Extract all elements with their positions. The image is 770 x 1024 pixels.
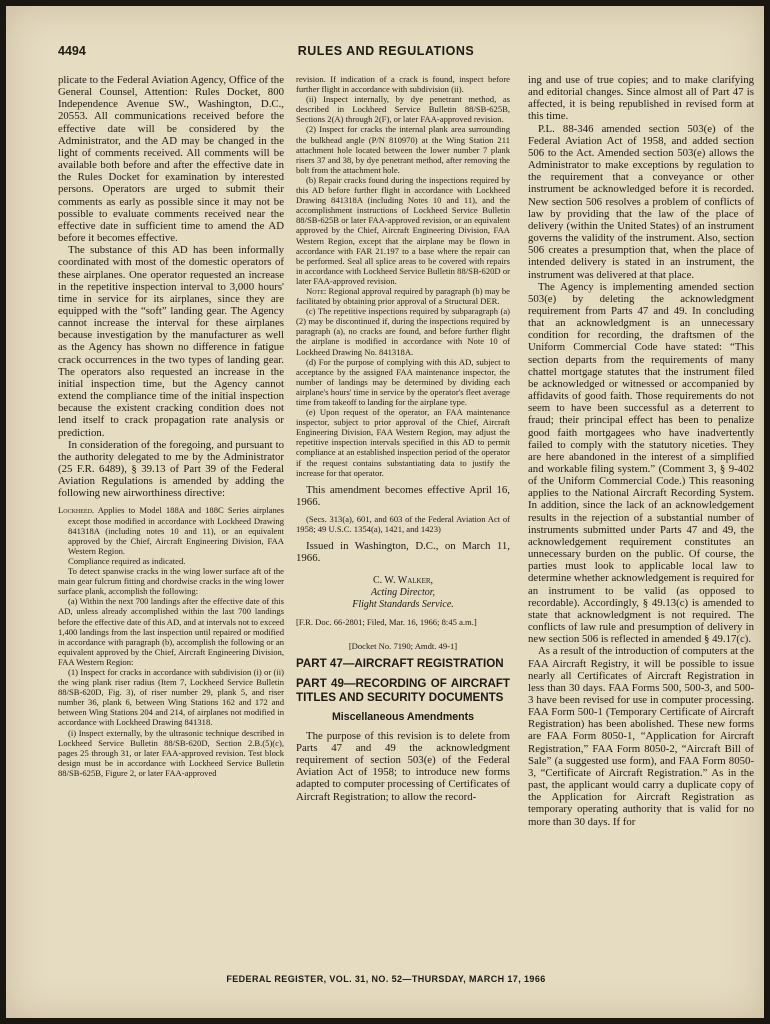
running-title: RULES AND REGULATIONS <box>297 44 475 58</box>
ad-paragraph: (ii) Inspect internally, by dye penetrant method, as described in Lockheed Service Bulletin 88/SB-625B, Sections 2(A) through 2(F), or later FAA-approved revision. <box>296 94 510 125</box>
ad-paragraph: Compliance required as indicated. <box>68 555 186 566</box>
ad-paragraph: (i) Inspect externally, by the ultrasonic technique described in Lockheed Service Bulletin 88/SB-620D, Section 2.B.(5)(c), pages 25 through 31, or later FAA-approved revision. Test block design must be in accordance with Lockheed Service Bulletin 88/SB-625B, Figure 2, or later FAA-approved <box>58 727 284 778</box>
note-text: Regional approval required by paragraph (b) may be facilitated by obtaining prior approval of a Structural DER. <box>296 285 510 307</box>
paragraph: The Agency is implementing amended section 503(e) by deleting the acknowledgment requirement from Parts 47 and 49. In concluding that an acknowledgment is an unnecessary condition for recording, the draftsmen of the Uniform Commercial Code have stated: “This section departs from the requirements of many chattel mortgage statutes that the instrument filed be acknowledged or witnessed or accompanied by affidavits of good faith. Those requirements do not seem to have been successful as a deterrent to fraud; their principal effect has been to penalize good faith mortgagees who have inadvertently failed to comply with the statutory niceties. They are here abandoned in the interest of a simplified and workable filing system.” (Comment 3, § 9-402 of the Uniform Commercial Code.) This reasoning applies to the National Aircraft Recording System. In addition, since the lack of an acknowledgement results in the rejection of a substantial number of instruments submitted under Parts 47 and 49, the acknowledgement requirement constitutes an unnecessary burden on the public. Of course, the parties must look to applicable local law to determine whether acknowledgement is required for an instrument to be valid (as opposed to recordable). Accordingly, § 49.13(c) is amended to state that acknowledgment is not required. The conflicts of law rule and presumption of delivery in new section 506 is reflected in amended § 49.17(c). <box>528 280 754 646</box>
column-3 <box>528 74 754 828</box>
issued-statement: Issued in Washington, D.C., on March 11, 1966. <box>296 540 510 565</box>
ad-paragraph: (1) Inspect for cracks in accordance with subdivision (i) or (ii) the wing plank riser radius (Item 7, Lockheed Service Bulletin 88/SB-620D, Fig. 3), of riser number 29, plank 5, and riser number 36, plank 6, between Wing Stations 162 and 172 and between Wing Stations 204 and 214, of airplanes not modified in accordance with Lockheed Drawing 841318. <box>58 666 284 728</box>
paragraph: P.L. 88-346 amended section 503(e) of the Federal Aviation Act of 1958, and added section 506 to the Act. Amended section 503(e) allows the Administrator to make exceptions by regulation to the requirement that a conveyance or other instrument be acknowledged before it is recorded. New section 506 resolves a problem of conflicts of law by providing that the law of the place of delivery (within the United States) of an instrument governs the validity of the instrument. Also, section 506 creates a presumption that, when the place of intended delivery is stated in an instrument, the instrument was delivered at that place. <box>528 122 754 281</box>
filing-notice: [F.R. Doc. 66-2801; Filed, Mar. 16, 1966; 8:45 a.m.] <box>296 616 477 627</box>
page-number: 4494 <box>58 44 86 58</box>
paragraph: As a result of the introduction of computers at the FAA Aircraft Registry, it will be possible to issue nearly all Certificates of Aircraft Registration in less than 30 days. FAA Forms 500, 500-3, and 500-3 have been revised for use in computer processing. FAA Form 500-1 (Temporary Certificate of Aircraft Registration) has been abolished. These new forms are FAA Form 8050-1, “Application for Aircraft Registration,” FAA Form 8050-2, “Aircraft Bill of Sale” (a suggested use form), and FAA Form 8050-3, “Certificate of Aircraft Registration.” As in the past, the applicant would carry a duplicate copy of the Application for Aircraft Registration as temporary operating authority that is valid for no more than 30 days. If for <box>528 645 754 828</box>
ad-heading: Lockheed. <box>58 505 95 516</box>
ad-paragraph: (c) The repetitive inspections required by subparagraph (a)(2) may be discontinued if, during the inspections required by paragraph (a), no cracks are found, and before further flight the airplane is modified in accordance with Note 10 of Lockheed Drawing No. 841318A. <box>296 306 510 357</box>
signer-title: Acting Director, <box>370 586 436 598</box>
part-49-heading: PART 49—RECORDING OF AIRCRAFT TITLES AND SECURITY DOCUMENTS <box>296 676 510 704</box>
ad-paragraph: revision. If indication of a crack is found, inspect before further flight in accordance with subdivision (ii). <box>296 74 510 95</box>
column-1 <box>58 74 284 778</box>
ad-paragraph: (e) Upon request of the operator, an FAA maintenance inspector, subject to prior approval of the Chief, Aircraft Engineering Division, FAA Western Region, may adjust the repetitive inspection intervals specified in this AD to permit compliance at an established inspection period of the operator if the request contains substantiating data to justify the increase for that operator. <box>296 407 510 478</box>
paragraph: plicate to the Federal Aviation Agency, Office of the General Counsel, Attention: Rules Docket, 800 Independence Avenue SW., Washington, D.C., 20553. All communications received before the effective date will be considered by the Administrator, and the AD may be changed in the light of comments received. All comments will be available both before and after the effective date in the Rules Docket for examination by interested persons. Operators are urged to submit their comments as early as possible since it may not be possible to evaluate comments received near the effective date in sufficient time to amend the AD before it becomes effective. <box>58 74 284 245</box>
ad-paragraph: (2) Inspect for cracks the internal plank area surrounding the bulkhead angle (P/N 810970) at the Wing Station 211 attachment hole located between the lower number 7 plank risers 37 and 38, by dye penetrant method, after removing the bolt from the attachment hole. <box>296 124 510 175</box>
ad-paragraph: (a) Within the next 700 landings after the effective date of this AD, unless already accomplished within the last 700 landings before the effective date of this AD, and at intervals not to exceed 1,400 landings from the last inspection until repaired or modified in accordance with paragraph (b), accomplish the following or an equivalent approved by the Chief, Aircraft Engineering Division, FAA Western Region: <box>58 596 284 667</box>
ad-paragraph: (d) For the purpose of complying with this AD, subject to acceptance by the assigned FAA maintenance inspector, the number of landings may be determined by dividing each airplane's hours' time in service by the operator's fleet average time from takeoff to landing for the airplane type. <box>296 356 510 407</box>
part-47-heading: PART 47—AIRCRAFT REGISTRATION <box>296 656 504 670</box>
authority-citation: (Secs. 313(a), 601, and 603 of the Federal Aviation Act of 1958; 49 U.S.C. 1354(a), 1421, and 1423) <box>296 514 510 535</box>
ad-applicability <box>58 505 284 555</box>
paragraph: ing and use of true copies; and to make clarifying and editorial changes. Since almost all of Part 47 is affected, it is being republished in revised form at this time. <box>528 74 754 123</box>
page-footer: FEDERAL REGISTER, VOL. 31, NO. 52—THURSDAY, MARCH 17, 1966 <box>226 974 546 984</box>
ad-applicability-text: Applies to Model 188A and 188C Series airplanes except those modified in accordance with Lockheed Drawing 841318A (including notes 10 and 11), or an equivalent approved by the Chief, Aircraft Engineering Division, FAA Western Region. <box>68 505 284 556</box>
paragraph: The substance of this AD has been informally coordinated with most of the domestic operators of these airplanes. One operator requested an increase in the repetitive inspection interval to 3,000 hours' time in service for its airplanes, since they are equipped with the “soft” landing gear. The Agency cannot increase the interval for these airplanes because investigation by the manufacturer as well as the Agency has shown no difference in fatigue crack occurrences in the two types of landing gear. The operators also requested an increase in the initial inspection time, but the Agency cannot extend the compliance time of the initial inspection because the existent cracking condition does not lend itself to crack propagation rate analysis or prediction. <box>58 244 284 439</box>
effective-date: This amendment becomes effective April 16, 1966. <box>296 483 510 508</box>
signer-office: Flight Standards Service. <box>352 598 454 610</box>
note-label: Note: <box>306 285 327 296</box>
section-heading: Miscellaneous Amendments <box>331 710 475 723</box>
page-header <box>58 44 714 66</box>
document-page <box>6 6 764 1018</box>
signer-name: C. W. Walker, <box>372 574 434 586</box>
column-2 <box>296 74 510 803</box>
paragraph: The purpose of this revision is to delete from Parts 47 and 49 the acknowledgment requirement of section 503(e) of the Federal Aviation Act of 1958; to introduce new forms adapted to computer processing of Certificates of Aircraft Registration; to allow the record- <box>296 729 510 803</box>
ad-note <box>296 286 510 306</box>
paragraph: In consideration of the foregoing, and pursuant to the authority delegated to me by the Administrator (25 F.R. 6489), § 39.13 of Part 39 of the Federal Aviation Regulations is amended by adding the following new airworthiness directive: <box>58 438 284 500</box>
ad-paragraph: To detect spanwise cracks in the wing lower surface aft of the main gear fulcrum fitting and chordwise cracks in the wing lower surface plank, accomplish the following: <box>58 566 284 597</box>
ad-paragraph: (b) Repair cracks found during the inspections required by this AD before further flight in accordance with Lockheed Drawing 841318A (including Notes 10 and 11), and the accomplishment instructions of Lockheed Service Bulletin 88/SB-625B or later FAA-approved revision, or an equivalent approved by the Chief, Aircraft Engineering Division, FAA Western Region, except that the airplane may be flown in accordance with FAR 21.197 to a base where the repair can be performed. Seal all splice areas to be covered with repairs in accordance with Lockheed Service Bulletin 88/SB-620D or later FAA-approved revision. <box>296 174 510 286</box>
docket-number: [Docket No. 7190; Amdt. 49-1] <box>348 640 458 651</box>
